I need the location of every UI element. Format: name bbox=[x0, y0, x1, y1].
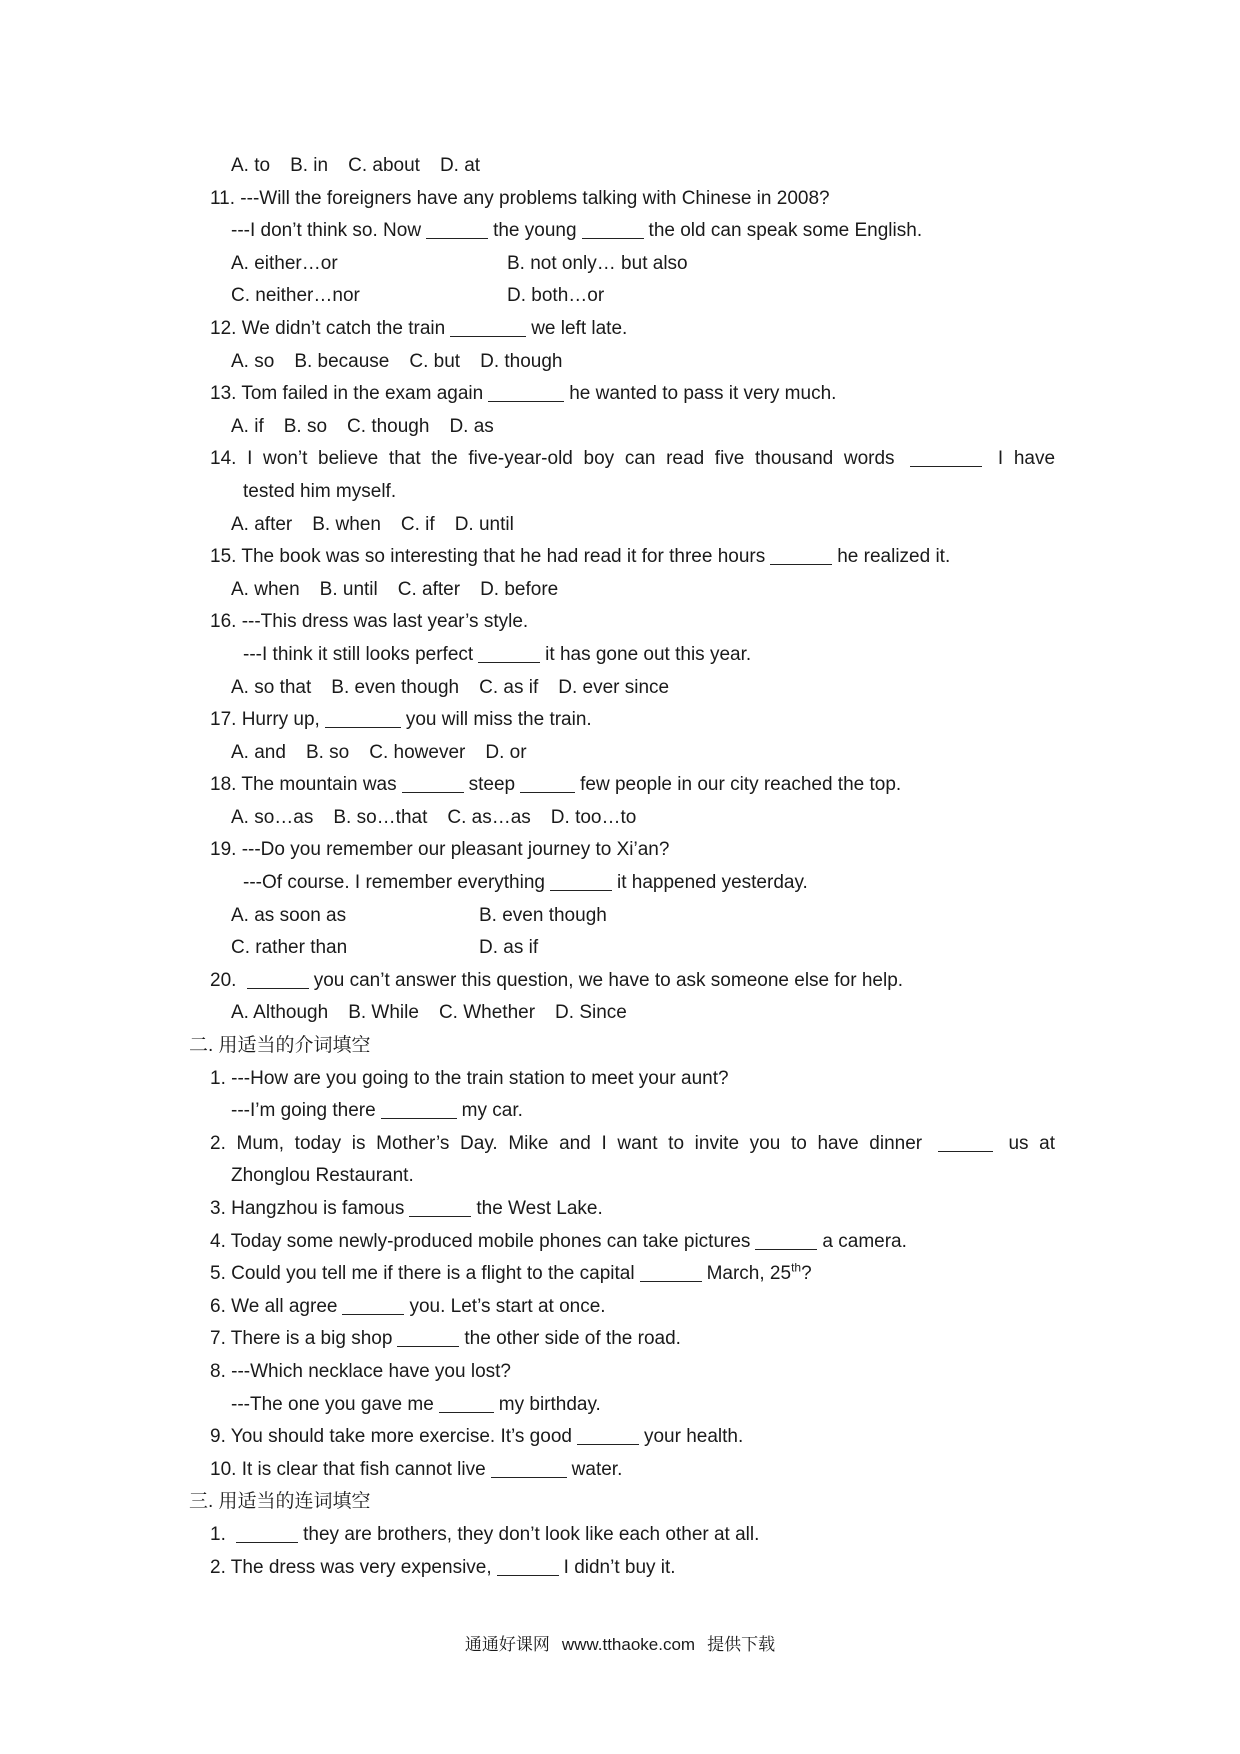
q17-text-a: Hurry up, bbox=[241, 709, 320, 731]
q19-reply-a: ---Of course. I remember everything bbox=[243, 872, 545, 894]
section2-heading: 二. 用适当的介词填空 bbox=[189, 1035, 371, 1057]
footer-suffix: 提供下载 bbox=[707, 1635, 776, 1654]
s2-item9 bbox=[0, 1421, 1240, 1454]
q14-text-c: tested him myself. bbox=[243, 480, 397, 502]
s2-item8-question bbox=[0, 1356, 1240, 1389]
q12-text-a: We didn’t catch the train bbox=[241, 317, 446, 339]
q20-options bbox=[0, 997, 1240, 1030]
q16-reply-b: it has gone out this year. bbox=[545, 643, 752, 665]
s2-item3-number: 3. bbox=[210, 1198, 226, 1219]
q19-option-c: C. rather than bbox=[231, 937, 348, 959]
s2-item4-text-a: Today some newly-produced mobile phones can take pictures bbox=[230, 1230, 751, 1252]
page-footer bbox=[0, 1630, 1240, 1655]
s2-item8-reply bbox=[0, 1389, 1240, 1422]
q16-options bbox=[0, 672, 1240, 705]
s2-item1-reply-a: ---I’m going there bbox=[231, 1100, 376, 1122]
s2-item6-number: 6. bbox=[210, 1295, 226, 1317]
q18-option-c: C. as…as bbox=[447, 806, 531, 828]
q20-option-b: B. While bbox=[348, 1002, 419, 1024]
s2-item3-text-a: Hangzhou is famous bbox=[231, 1198, 405, 1219]
answer-blank bbox=[520, 772, 575, 793]
s2-item8-reply-a: ---The one you gave me bbox=[231, 1393, 434, 1415]
q18-option-a: A. so…as bbox=[231, 806, 314, 828]
q15-option-a: A. when bbox=[231, 578, 300, 600]
s2-item9-text-b: your health. bbox=[643, 1426, 744, 1448]
q14-text-a: I won’t believe that the five-year-old boy can read five thousand words bbox=[247, 448, 895, 470]
q16-option-b: B. even though bbox=[331, 676, 460, 698]
footer-url[interactable]: www.tthaoke.com bbox=[561, 1635, 696, 1654]
q18-options bbox=[0, 802, 1240, 835]
q14-number: 14. bbox=[210, 448, 237, 470]
q11-option-d: D. both…or bbox=[507, 285, 605, 307]
q15-options bbox=[0, 574, 1240, 607]
q12-option-a: A. so bbox=[231, 350, 275, 372]
q19-question bbox=[0, 834, 1240, 867]
s2-item10-number: 10. bbox=[210, 1458, 237, 1480]
q10-option-b: B. in bbox=[290, 155, 329, 176]
q12-text-b: we left late. bbox=[531, 317, 628, 339]
s2-item1-reply bbox=[0, 1095, 1240, 1128]
s2-item8-number: 8. bbox=[210, 1360, 226, 1382]
s2-item10-text-a: It is clear that fish cannot live bbox=[241, 1458, 486, 1480]
q13-text-b: he wanted to pass it very much. bbox=[569, 383, 837, 405]
q12-option-c: C. but bbox=[409, 350, 461, 372]
q17-text-b: you will miss the train. bbox=[405, 709, 592, 731]
q17-options bbox=[0, 737, 1240, 770]
answer-blank bbox=[491, 1457, 567, 1478]
s2-item8-reply-b: my birthday. bbox=[498, 1393, 601, 1415]
q20-text-b: you can’t answer this question, we have to ask someone else for help. bbox=[313, 969, 904, 991]
q17-option-c: C. however bbox=[369, 741, 466, 763]
q16-question bbox=[0, 606, 1240, 639]
q17-option-a: A. and bbox=[231, 741, 286, 763]
q13-text-a: Tom failed in the exam again bbox=[241, 383, 484, 405]
q14-option-c: C. if bbox=[400, 513, 435, 535]
q19-option-d: D. as if bbox=[479, 937, 539, 959]
s2-item5-superscript: th bbox=[791, 1260, 802, 1275]
q11-question bbox=[0, 183, 1240, 216]
q10-options bbox=[0, 150, 1240, 183]
q19-text: ---Do you remember our pleasant journey to Xi’an? bbox=[241, 839, 670, 861]
q10-option-c: C. about bbox=[348, 155, 420, 176]
q20-option-a: A. Although bbox=[231, 1002, 329, 1024]
q16-option-c: C. as if bbox=[479, 676, 539, 698]
s2-item10 bbox=[0, 1454, 1240, 1487]
s2-item1-reply-b: my car. bbox=[461, 1100, 523, 1122]
answer-blank bbox=[381, 1098, 457, 1119]
q15-text-a: The book was so interesting that he had read it for three hours bbox=[241, 546, 766, 568]
s2-item5-text-a: Could you tell me if there is a flight to the capital bbox=[231, 1263, 635, 1285]
q11-number: 11. bbox=[210, 187, 236, 209]
s3-item1-text-b: they are brothers, they don’t look like each other at all. bbox=[303, 1523, 760, 1545]
q11-reply-c: the old can speak some English. bbox=[648, 220, 923, 242]
q20-number: 20. bbox=[210, 969, 237, 991]
q16-reply bbox=[0, 639, 1240, 672]
answer-blank bbox=[478, 642, 540, 663]
q13-option-b: B. so bbox=[283, 415, 328, 437]
q15-option-c: C. after bbox=[397, 578, 461, 600]
s3-item2 bbox=[0, 1552, 1240, 1585]
answer-blank bbox=[342, 1294, 404, 1315]
q14-question bbox=[0, 443, 1055, 476]
q16-option-a: A. so that bbox=[231, 676, 312, 698]
q18-option-b: B. so…that bbox=[333, 806, 428, 828]
q14-continuation bbox=[0, 476, 1240, 509]
q14-option-d: D. until bbox=[454, 513, 514, 535]
q17-option-b: B. so bbox=[305, 741, 350, 763]
s2-item1-number: 1. bbox=[210, 1067, 226, 1089]
s3-item2-text-a: The dress was very expensive, bbox=[230, 1556, 492, 1578]
footer-site-name: 通通好课网 bbox=[464, 1635, 550, 1654]
s2-item3 bbox=[0, 1193, 1240, 1226]
q19-options-row1 bbox=[0, 900, 1240, 933]
s3-item2-text-b: I didn’t buy it. bbox=[563, 1556, 676, 1578]
q16-option-d: D. ever since bbox=[558, 676, 670, 698]
s2-item7 bbox=[0, 1323, 1240, 1356]
s2-item6-text-a: We all agree bbox=[231, 1295, 338, 1317]
answer-blank bbox=[450, 316, 526, 337]
q11-reply-b: the young bbox=[493, 220, 577, 242]
q15-option-d: D. before bbox=[480, 578, 559, 600]
q11-text: ---Will the foreigners have any problems talking with Chinese in 2008? bbox=[240, 187, 830, 209]
q11-option-b: B. not only… but also bbox=[507, 252, 688, 274]
q16-number: 16. bbox=[210, 611, 237, 633]
answer-blank bbox=[402, 772, 464, 793]
s2-item9-text-a: You should take more exercise. It’s good bbox=[230, 1426, 572, 1448]
q19-option-a: A. as soon as bbox=[231, 904, 347, 926]
q14-option-a: A. after bbox=[231, 513, 293, 535]
answer-blank bbox=[577, 1424, 639, 1445]
q17-question bbox=[0, 704, 1240, 737]
q11-option-a: A. either…or bbox=[231, 252, 338, 274]
q17-number: 17. bbox=[210, 709, 237, 731]
s2-item5-number: 5. bbox=[210, 1263, 226, 1285]
section3-heading: 三. 用适当的连词填空 bbox=[189, 1491, 371, 1513]
s2-item7-text-b: the other side of the road. bbox=[464, 1328, 681, 1350]
q14-option-b: B. when bbox=[312, 513, 381, 535]
q13-option-c: C. though bbox=[347, 415, 430, 437]
answer-blank bbox=[497, 1555, 559, 1576]
answer-blank bbox=[910, 446, 982, 467]
q12-question bbox=[0, 313, 1240, 346]
q11-options-row2 bbox=[0, 280, 1240, 313]
answer-blank bbox=[938, 1131, 993, 1152]
s2-item1-question bbox=[0, 1063, 1240, 1096]
s2-item6 bbox=[0, 1291, 1240, 1324]
s2-item2-text-c: Zhonglou Restaurant. bbox=[231, 1165, 414, 1187]
q19-number: 19. bbox=[210, 839, 237, 861]
s2-item8-text: ---Which necklace have you lost? bbox=[231, 1360, 511, 1382]
q18-number: 18. bbox=[210, 774, 237, 796]
s2-item4-text-b: a camera. bbox=[822, 1230, 907, 1252]
answer-blank bbox=[439, 1392, 494, 1413]
q13-options bbox=[0, 411, 1240, 444]
answer-blank bbox=[247, 968, 309, 989]
q10-option-a: A. to bbox=[231, 155, 271, 176]
q18-text-b: steep bbox=[468, 774, 516, 796]
q14-options bbox=[0, 509, 1240, 542]
q18-text-c: few people in our city reached the top. bbox=[580, 774, 902, 796]
s3-item1 bbox=[0, 1519, 1240, 1552]
q11-reply-a: ---I don’t think so. Now bbox=[231, 220, 422, 242]
worksheet-content bbox=[0, 150, 1240, 1584]
q14-text-b: I have bbox=[997, 448, 1056, 470]
q18-option-d: D. too…to bbox=[550, 806, 637, 828]
s2-item4-number: 4. bbox=[210, 1230, 226, 1252]
q20-question bbox=[0, 965, 1240, 998]
q19-reply bbox=[0, 867, 1240, 900]
answer-blank bbox=[582, 218, 644, 239]
s2-item2-text-b: us at bbox=[1008, 1132, 1056, 1154]
q19-reply-b: it happened yesterday. bbox=[616, 872, 808, 894]
s2-item3-text-b: the West Lake. bbox=[476, 1198, 603, 1219]
s2-item7-number: 7. bbox=[210, 1328, 226, 1350]
q12-options bbox=[0, 346, 1240, 379]
s2-item9-number: 9. bbox=[210, 1426, 226, 1448]
answer-blank bbox=[770, 544, 832, 565]
s2-item5-text-c: ? bbox=[801, 1263, 812, 1285]
answer-blank bbox=[488, 381, 564, 402]
q15-number: 15. bbox=[210, 546, 237, 568]
q12-number: 12. bbox=[210, 317, 237, 339]
s2-item2-continuation bbox=[0, 1160, 1240, 1193]
q18-question bbox=[0, 769, 1240, 802]
q16-text: ---This dress was last year’s style. bbox=[241, 611, 529, 633]
s2-item5-text-b: March, 25 bbox=[706, 1263, 792, 1285]
q17-option-d: D. or bbox=[485, 741, 527, 763]
s2-item4 bbox=[0, 1226, 1240, 1259]
s3-item2-number: 2. bbox=[210, 1556, 226, 1578]
answer-blank bbox=[409, 1196, 471, 1217]
s2-item7-text-a: There is a big shop bbox=[230, 1328, 393, 1350]
q12-option-d: D. though bbox=[480, 350, 563, 372]
answer-blank bbox=[397, 1326, 459, 1347]
q10-option-d: D. at bbox=[439, 155, 481, 176]
answer-blank bbox=[426, 218, 488, 239]
q11-option-c: C. neither…nor bbox=[231, 285, 360, 307]
q15-text-b: he realized it. bbox=[837, 546, 951, 568]
s2-item2-text-a: Mum, today is Mother’s Day. Mike and I want to invite you to have dinner bbox=[236, 1132, 923, 1154]
s2-item2 bbox=[0, 1128, 1055, 1161]
q11-reply bbox=[0, 215, 1240, 248]
s2-item2-number: 2. bbox=[210, 1132, 226, 1154]
q13-option-a: A. if bbox=[231, 415, 264, 437]
s3-item1-number: 1. bbox=[210, 1523, 226, 1545]
answer-blank bbox=[236, 1522, 298, 1543]
q19-option-b: B. even though bbox=[479, 904, 607, 926]
answer-blank bbox=[640, 1261, 702, 1282]
answer-blank bbox=[550, 870, 612, 891]
answer-blank bbox=[755, 1229, 817, 1250]
q20-option-d: D. Since bbox=[555, 1002, 627, 1024]
s2-item1-text: ---How are you going to the train station to meet your aunt? bbox=[231, 1067, 729, 1089]
q13-number: 13. bbox=[210, 383, 237, 405]
q15-question bbox=[0, 541, 1240, 574]
q16-reply-a: ---I think it still looks perfect bbox=[243, 643, 474, 665]
q13-option-d: D. as bbox=[449, 415, 494, 437]
q19-options-row2 bbox=[0, 932, 1240, 965]
q18-text-a: The mountain was bbox=[241, 774, 397, 796]
q13-question bbox=[0, 378, 1240, 411]
q15-option-b: B. until bbox=[319, 578, 378, 600]
q11-options-row1 bbox=[0, 248, 1240, 281]
q20-option-c: C. Whether bbox=[438, 1002, 536, 1024]
answer-blank bbox=[325, 707, 401, 728]
q12-option-b: B. because bbox=[294, 350, 390, 372]
s2-item5 bbox=[0, 1258, 1240, 1291]
s2-item6-text-b: you. Let’s start at once. bbox=[409, 1295, 606, 1317]
s2-item10-text-b: water. bbox=[571, 1458, 623, 1480]
